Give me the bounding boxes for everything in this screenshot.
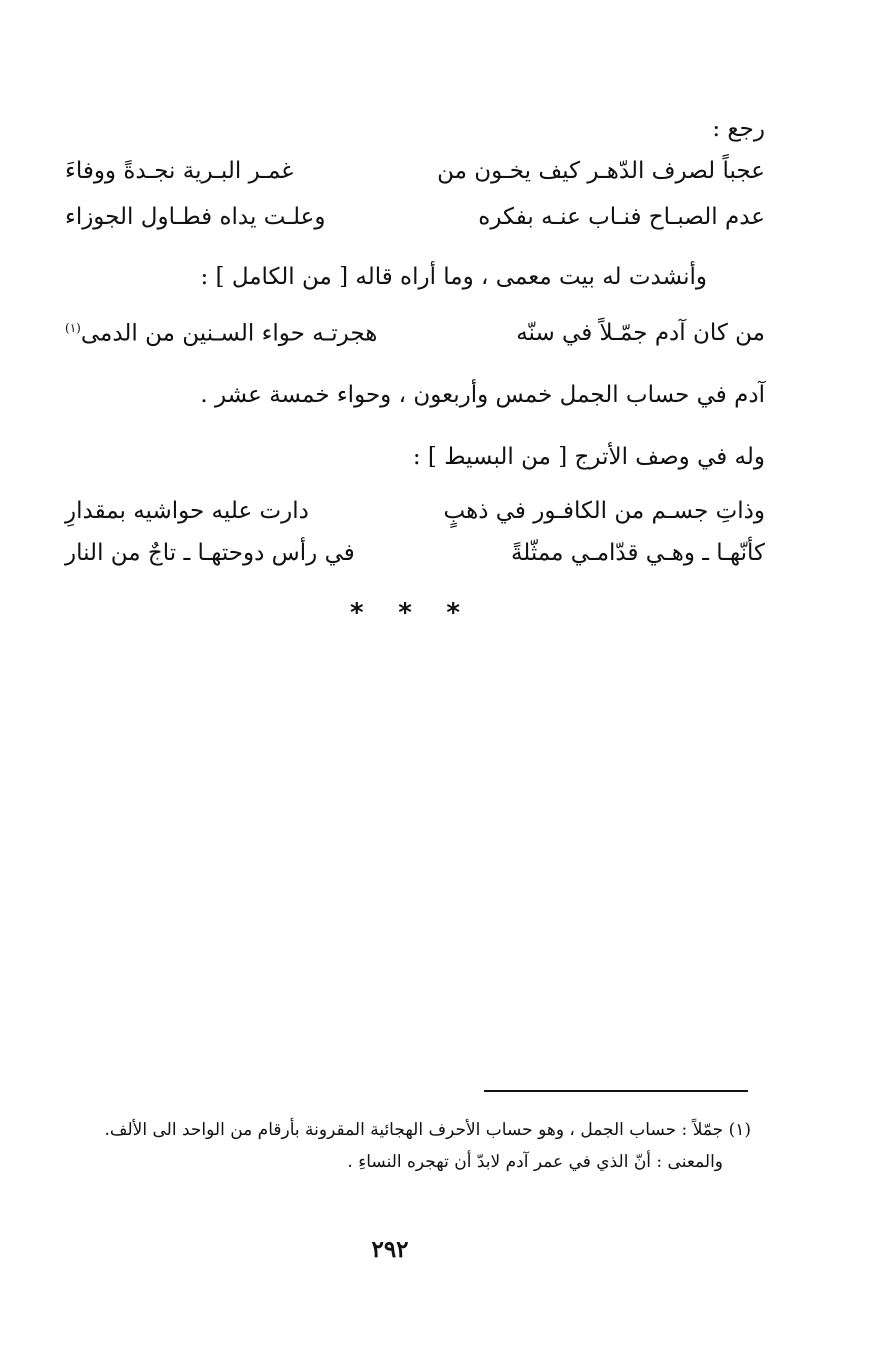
poem2-verse-1 bbox=[65, 322, 765, 352]
poem1-verse-1-first-hemistich: عجباً لصرف الدّهـر كيف يخـون من bbox=[437, 158, 765, 184]
gematria-explanation: آدم في حساب الجمل خمس وأربعون ، وحواء خمسة عشر . bbox=[200, 382, 765, 408]
poem1-verse-2 bbox=[65, 206, 765, 236]
poem3-verse-2-second-hemistich: في رأس دوحتهـا ـ تاجٌ من النار bbox=[65, 540, 355, 566]
poem2-intro: وأنشدت له بيت معمى ، وما أراه قاله [ من الكامل ] : bbox=[200, 264, 707, 290]
poem1-verse-2-second-hemistich: وعلـت يداه فطـاول الجوزاء bbox=[65, 204, 326, 230]
poem1-verse-1 bbox=[65, 160, 765, 190]
poem3-verse-2 bbox=[65, 542, 765, 572]
poem2-verse-1-second-text: هجرتـه حواء السـنين من الدمى bbox=[80, 320, 378, 347]
section-heading: رجع : bbox=[712, 116, 765, 142]
footnote-divider bbox=[484, 1090, 748, 1092]
poem3-intro: وله في وصف الأترج [ من البسيط ] : bbox=[412, 444, 765, 470]
poem1-verse-1-second-hemistich: غمـر البـرية نجـدةً ووفاءَ bbox=[65, 158, 294, 184]
section-separator bbox=[350, 598, 460, 628]
poem3-verse-1-second-hemistich: دارت عليه حواشيه بمقدارِ bbox=[65, 498, 309, 524]
separator-star: * bbox=[446, 598, 460, 628]
footnote-2: والمعنى : أنّ الذي في عمر آدم لابدّ أن تهجره النساءِ . bbox=[347, 1152, 723, 1172]
poem3-verse-1-first-hemistich: وذاتِ جسـم من الكافـور في ذهبٍ bbox=[443, 498, 765, 524]
poem2-verse-1-first-hemistich: من كان آدم جمّـلاً في سنّه bbox=[516, 320, 765, 346]
poem3-verse-1 bbox=[65, 500, 765, 530]
poem3-verse-2-first-hemistich: كأنّهـا ـ وهـي قدّامـي ممثّلةً bbox=[510, 540, 765, 566]
page-number: ٢٩٢ bbox=[371, 1236, 409, 1263]
separator-star: * bbox=[350, 598, 364, 628]
separator-star: * bbox=[398, 598, 412, 628]
poem1-verse-2-first-hemistich: عدم الصبـاح فنـاب عنـه بفكره bbox=[478, 204, 765, 230]
footnote-marker: (١) bbox=[65, 321, 81, 335]
poem2-verse-1-second-hemistich bbox=[65, 322, 377, 346]
footnote-1: (١) جمّلاً : حساب الجمل ، وهو حساب الأحرف الهجائية المقرونة بأرقام من الواحد الى الألف. bbox=[104, 1120, 751, 1140]
